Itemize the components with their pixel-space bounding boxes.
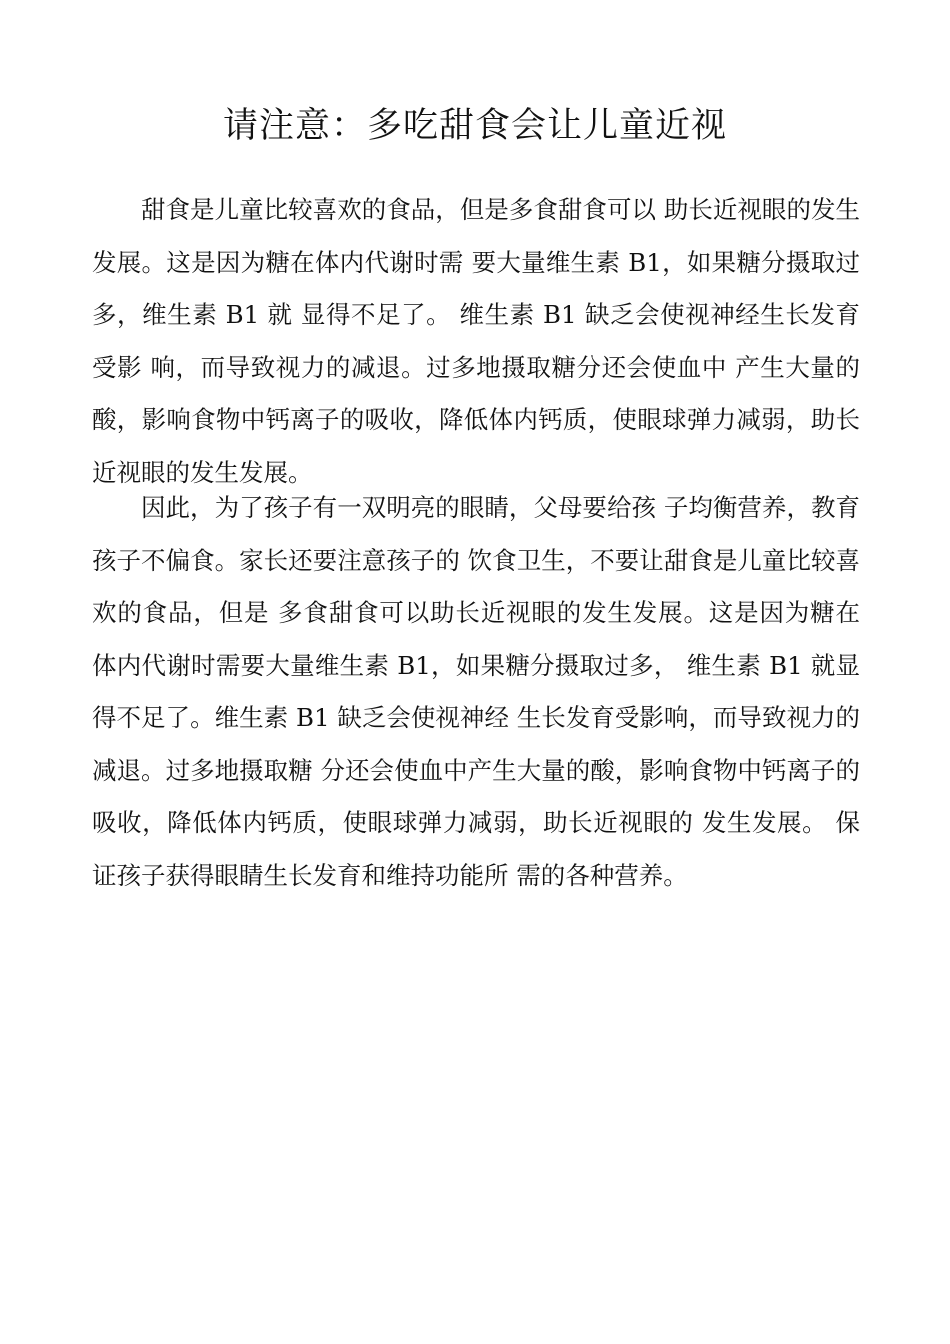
paragraph-1: 甜食是儿童比较喜欢的食品，但是多食甜食可以 助长近视眼的发生发展。这是因为糖在体内代谢时需 要大量维生素 B1，如果糖分摄取过多，维生素 B1 就 显得不足了。 维生素 B1 缺乏会使视神经生长发育受影 响，而导致视力的减退。过多地摄取糖分还会使血中 产生大量的酸，影响食物中钙离子的吸收，降低体内钙质，使眼球弹力减弱，助长近视眼的发生发展。 xyxy=(92,195,860,487)
paragraph-2: 因此，为了孩子有一双明亮的眼睛，父母要给孩 子均衡营养，教育孩子不偏食。家长还要注意孩子的 饮食卫生，不要让甜食是儿童比较喜欢的食品，但是 多食甜食可以助长近视眼的发生发展。这是因为糖在 体内代谢时需要大量维生素 B1，如果糖分摄取过多， 维生素 B1 就显得不足了。维生素 B1 缺乏会使视神经 生长发育受影响，而导致视力的减退。过多地摄取糖 分还会使血中产生大量的酸，影响食物中钙离子的吸收，降低体内钙质，使眼球弹力减弱，助长近视眼的 发生发展。 保证孩子获得眼睛生长发育和维持功能所 需的各种营养。 xyxy=(92,493,860,890)
document-title: 请注意：多吃甜食会让儿童近视 xyxy=(222,106,727,146)
